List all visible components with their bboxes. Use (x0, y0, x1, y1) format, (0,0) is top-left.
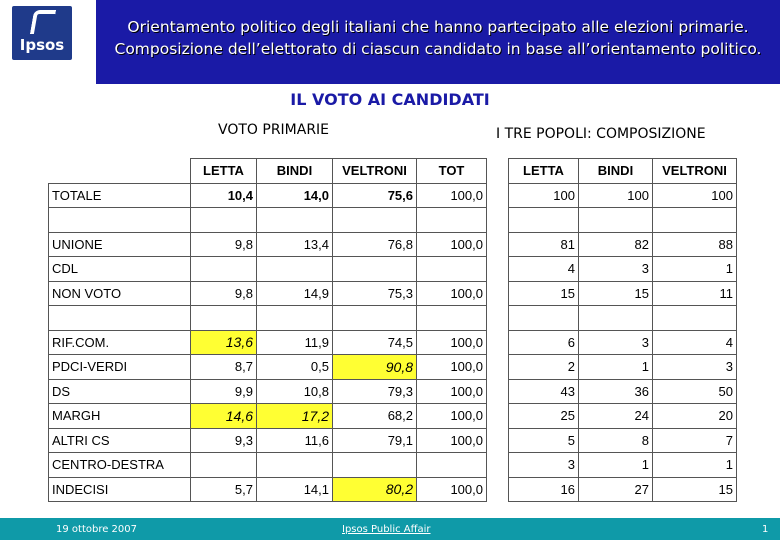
table-cell (509, 306, 579, 331)
table-cell (333, 306, 417, 331)
table-row (49, 404, 487, 429)
table-cell (191, 306, 257, 331)
table-cell (333, 208, 417, 233)
table-cell: 79,3 (333, 379, 417, 404)
table-row (49, 281, 487, 306)
table-cell: 10,4 (191, 183, 257, 208)
table-row (49, 306, 487, 331)
row-label: PDCI-VERDI (49, 355, 191, 380)
table-row (509, 232, 737, 257)
table-cell: 88 (653, 232, 737, 257)
table-cell (191, 453, 257, 478)
empty-corner (49, 159, 191, 184)
table-cell: 9,3 (191, 428, 257, 453)
table-row (49, 379, 487, 404)
table-row (509, 183, 737, 208)
table-row (509, 208, 737, 233)
table-cell (257, 306, 333, 331)
row-label (49, 306, 191, 331)
table-cell: 0,5 (257, 355, 333, 380)
table-cell: 25 (509, 404, 579, 429)
table-cell: 8,7 (191, 355, 257, 380)
table-row (509, 306, 737, 331)
logo-block (0, 0, 90, 84)
table-cell (579, 306, 653, 331)
table-cell: 5 (509, 428, 579, 453)
table-cell: 14,0 (257, 183, 333, 208)
table-cell: 100,0 (417, 428, 487, 453)
col-header: BINDI (257, 159, 333, 184)
table-cell: 13,4 (257, 232, 333, 257)
table-cell (509, 208, 579, 233)
table-row (509, 428, 737, 453)
table-cell (333, 257, 417, 282)
table-row (49, 257, 487, 282)
table-row (49, 453, 487, 478)
table-cell: 1 (579, 355, 653, 380)
row-label: TOTALE (49, 183, 191, 208)
header-line-1: Orientamento politico degli italiani che hanno partecipato alle elezioni primarie. (127, 18, 749, 36)
table-cell: 9,8 (191, 232, 257, 257)
table-cell: 3 (653, 355, 737, 380)
table-cell: 14,9 (257, 281, 333, 306)
table-cell: 100,0 (417, 477, 487, 502)
table-row (49, 330, 487, 355)
col-header: LETTA (191, 159, 257, 184)
table-cell: 4 (653, 330, 737, 355)
logo-mark-icon (30, 10, 56, 34)
table-cell (653, 208, 737, 233)
table-cell: 1 (579, 453, 653, 478)
table-header-row (509, 159, 737, 184)
row-label: MARGH (49, 404, 191, 429)
footer-link[interactable]: Ipsos Public Affair (342, 524, 431, 535)
table-cell: 16 (509, 477, 579, 502)
table-cell: 24 (579, 404, 653, 429)
highlighted-cell: 14,6 (191, 404, 257, 429)
table-row (49, 183, 487, 208)
table-cell: 76,8 (333, 232, 417, 257)
table-cell (333, 453, 417, 478)
table-cell: 9,9 (191, 379, 257, 404)
table-cell (257, 208, 333, 233)
table-cell: 100,0 (417, 330, 487, 355)
ipsos-logo (12, 6, 72, 60)
header-band (96, 0, 780, 84)
table-cell: 1 (653, 453, 737, 478)
table-cell (417, 453, 487, 478)
table-row (509, 355, 737, 380)
row-label: INDECISI (49, 477, 191, 502)
table-row (509, 330, 737, 355)
page-number: 1 (762, 524, 769, 535)
right-subtitle: I TRE POPOLI: COMPOSIZIONE (496, 126, 706, 142)
table-row (49, 355, 487, 380)
table-cell: 7 (653, 428, 737, 453)
table-cell: 3 (579, 330, 653, 355)
table-cell (257, 453, 333, 478)
table-row (49, 477, 487, 502)
composizione-table (508, 158, 737, 502)
footer-date: 19 ottobre 2007 (56, 524, 138, 535)
highlighted-cell: 17,2 (257, 404, 333, 429)
footer (0, 518, 780, 540)
row-label: DS (49, 379, 191, 404)
table-cell: 50 (653, 379, 737, 404)
table-cell (257, 257, 333, 282)
table-cell: 3 (579, 257, 653, 282)
row-label: UNIONE (49, 232, 191, 257)
table-cell: 27 (579, 477, 653, 502)
table-cell: 100,0 (417, 379, 487, 404)
table-cell: 100,0 (417, 281, 487, 306)
row-label: NON VOTO (49, 281, 191, 306)
table-cell: 100 (509, 183, 579, 208)
table-cell: 15 (653, 477, 737, 502)
table-cell: 100 (579, 183, 653, 208)
table-cell: 81 (509, 232, 579, 257)
table-cell: 74,5 (333, 330, 417, 355)
table-cell (653, 306, 737, 331)
voto-primarie-table (48, 158, 487, 502)
table-cell: 2 (509, 355, 579, 380)
table-row (49, 428, 487, 453)
table-cell (191, 257, 257, 282)
table-cell: 14,1 (257, 477, 333, 502)
table-cell (417, 208, 487, 233)
col-header: LETTA (509, 159, 579, 184)
section-title: IL VOTO AI CANDIDATI (290, 90, 490, 109)
table-cell (191, 208, 257, 233)
row-label: CDL (49, 257, 191, 282)
table-cell (417, 257, 487, 282)
table-cell: 43 (509, 379, 579, 404)
table-cell: 20 (653, 404, 737, 429)
table-row (509, 453, 737, 478)
table-cell: 5,7 (191, 477, 257, 502)
row-label (49, 208, 191, 233)
table-cell: 10,8 (257, 379, 333, 404)
table-cell: 1 (653, 257, 737, 282)
highlighted-cell: 80,2 (333, 477, 417, 502)
header-line-2: Composizione dell’elettorato di ciascun candidato in base all’orientamento politico. (114, 40, 762, 58)
table-row (509, 404, 737, 429)
table-cell: 100,0 (417, 183, 487, 208)
table-cell: 11,6 (257, 428, 333, 453)
table-cell: 11,9 (257, 330, 333, 355)
table-cell: 15 (509, 281, 579, 306)
row-label: RIF.COM. (49, 330, 191, 355)
row-label: CENTRO-DESTRA (49, 453, 191, 478)
col-header: BINDI (579, 159, 653, 184)
table-cell: 100,0 (417, 355, 487, 380)
col-header: VELTRONI (333, 159, 417, 184)
table-cell (417, 306, 487, 331)
table-cell: 68,2 (333, 404, 417, 429)
table-cell: 82 (579, 232, 653, 257)
table-row (509, 281, 737, 306)
logo-text: Ipsos (19, 36, 65, 54)
highlighted-cell: 13,6 (191, 330, 257, 355)
table-row (49, 208, 487, 233)
table-cell: 8 (579, 428, 653, 453)
table-cell: 75,3 (333, 281, 417, 306)
header (0, 0, 780, 84)
row-label: ALTRI CS (49, 428, 191, 453)
table-cell: 100,0 (417, 404, 487, 429)
table-cell: 75,6 (333, 183, 417, 208)
table-cell: 6 (509, 330, 579, 355)
table-cell: 4 (509, 257, 579, 282)
highlighted-cell: 90,8 (333, 355, 417, 380)
table-row (49, 232, 487, 257)
col-header: VELTRONI (653, 159, 737, 184)
table-cell: 79,1 (333, 428, 417, 453)
col-header: TOT (417, 159, 487, 184)
table-cell (579, 208, 653, 233)
table-row (509, 379, 737, 404)
table-header-row (49, 159, 487, 184)
table-cell: 36 (579, 379, 653, 404)
table-row (509, 477, 737, 502)
table-cell: 9,8 (191, 281, 257, 306)
table-cell: 11 (653, 281, 737, 306)
table-cell: 100,0 (417, 232, 487, 257)
table-cell: 3 (509, 453, 579, 478)
table-row (509, 257, 737, 282)
table-cell: 100 (653, 183, 737, 208)
table-cell: 15 (579, 281, 653, 306)
left-subtitle: VOTO PRIMARIE (218, 122, 330, 138)
